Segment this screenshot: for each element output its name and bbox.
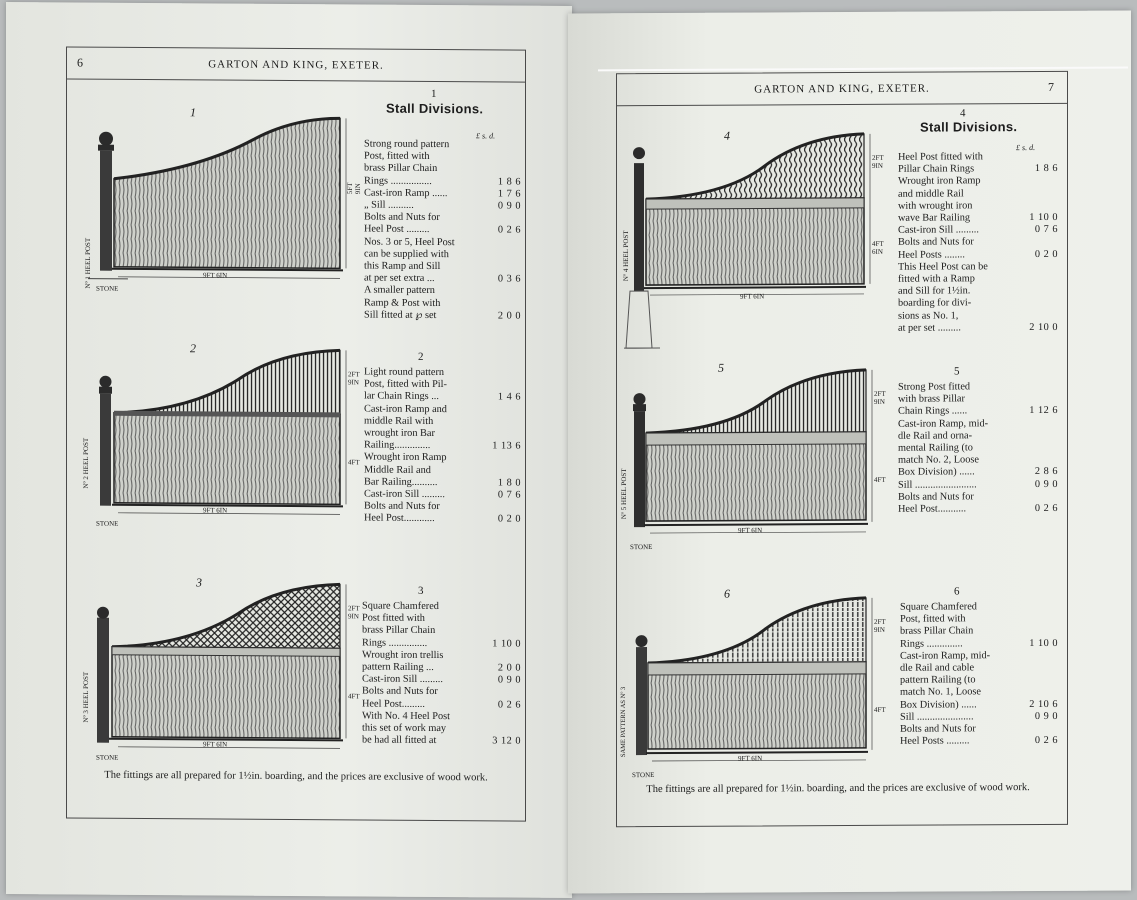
spec-row: Rings .............. 1 10 0 (900, 637, 1058, 650)
spec-row: Post, fitted with (900, 613, 966, 625)
spec-block-2 (364, 367, 521, 527)
figure-label-3: 3 (196, 575, 202, 590)
spec-row: Bolts and Nuts for (364, 500, 440, 513)
figure-label-1: 1 (190, 105, 196, 120)
left-section-number: 1 (431, 87, 437, 101)
right-section-number: 4 (960, 107, 966, 120)
right-page-footer: The fittings are all prepared for 1½in. boarding, and the prices are exclusive of wood work. (646, 782, 1030, 796)
figure-2-post-label: Nº 2 HEEL POST (82, 437, 90, 489)
spec-row: „ Sill .......... 0 9 0 (364, 199, 521, 212)
stall-figure-2 (78, 339, 360, 536)
spec-row: brass Pillar Chain (900, 625, 974, 638)
spec-row: sions as No. 1, (898, 310, 959, 322)
spec-number-3: 3 (418, 584, 424, 597)
spec-row: Wrought iron Ramp (898, 175, 981, 188)
left-page (6, 2, 572, 898)
figure-label-6: 6 (724, 586, 730, 601)
left-section-title: Stall Divisions. (386, 100, 484, 117)
spec-row: Sill ...................... 0 9 0 (900, 710, 1058, 723)
spec-row: Heel Post fitted with (898, 151, 983, 163)
stall-drawing-4 (624, 122, 884, 353)
spec-row: Bolts and Nuts for (898, 491, 974, 503)
spec-row: pattern Railing ... 2 0 0 (362, 661, 521, 674)
left-page-number: 6 (77, 55, 84, 70)
spec-row: mental Railing (to (898, 442, 973, 454)
spec-row: with brass Pillar (898, 393, 965, 405)
right-page (568, 11, 1131, 894)
spec-row: Post, fitted with Pil- (364, 378, 447, 391)
spec-row: Square Chamfered (362, 600, 439, 613)
figure-4-height-2: 4FT 6IN (872, 239, 884, 256)
spec-row: match No. 2, Loose (898, 454, 979, 466)
spec-row: Cast-iron Ramp, mid- (898, 417, 989, 430)
spec-block-1 (364, 139, 521, 323)
figure-2-height: 2FT 9IN (348, 370, 360, 387)
spec-row: Bolts and Nuts for (898, 236, 974, 249)
figure-1-width: 9FT 6IN (203, 271, 228, 280)
spec-row: brass Pillar Chain (364, 162, 438, 175)
left-page-header (67, 47, 525, 82)
figure-2-width: 9FT 6IN (203, 506, 228, 515)
spec-row: lar Chain Rings ... 1 4 6 (364, 390, 521, 404)
spec-row: Box Division) ...... 2 10 6 (900, 698, 1058, 711)
spec-row: With No. 4 Heel Post (362, 710, 450, 722)
spec-row: Rings ................ 1 8 6 (364, 175, 521, 188)
figure-3-height: 2FT 9IN (348, 604, 360, 621)
stall-drawing-1 (78, 99, 353, 301)
figure-2-height-2: 4FT (348, 458, 360, 467)
left-page-footer: The fittings are all prepared for 1½in. boarding, and the prices are exclusive of wood work. (104, 769, 488, 784)
stall-figure-3 (78, 573, 360, 770)
spec-row: Cast-iron Ramp, mid- (900, 650, 991, 662)
spec-row: Heel Post......... 0 2 6 (362, 698, 521, 711)
stall-figure-6 (620, 584, 886, 785)
spec-row: Heel Posts ........ 0 2 0 (898, 248, 1058, 261)
figure-5-width: 9FT 6IN (738, 526, 763, 535)
figure-5-height: 2FT 9IN (874, 389, 886, 406)
spec-row: can be supplied with (364, 248, 449, 260)
spec-block-6 (900, 601, 1058, 748)
spec-row: wrought iron Bar (364, 427, 435, 440)
spec-row: dle Rail and orna- (898, 430, 973, 442)
spec-row: Heel Posts ......... 0 2 6 (900, 735, 1058, 747)
figure-label-4: 4 (724, 128, 730, 143)
spec-row: Strong round pattern (364, 138, 450, 151)
left-currency-header: £ s. d. (476, 131, 496, 141)
spec-row: This Heel Post can be (898, 261, 988, 273)
spec-row: Railing.............. 1 13 6 (364, 439, 521, 452)
spec-row: Nos. 3 or 5, Heel Post (364, 236, 455, 248)
figure-6-stone: STONE (632, 771, 655, 780)
spec-number-6: 6 (954, 585, 960, 598)
figure-label-5: 5 (718, 360, 724, 375)
figure-4-post-label: Nº 4 HEEL POST (622, 230, 630, 282)
spec-row: Heel Post........... 0 2 6 (898, 502, 1058, 515)
spec-row: Bolts and Nuts for (900, 723, 976, 735)
spec-row: match No. 1, Loose (900, 686, 981, 699)
figure-5-height-2: 4FT (874, 475, 886, 484)
figure-4-height: 2FT 9IN (872, 153, 884, 170)
spec-row: Bar Railing.......... 1 8 0 (364, 476, 521, 489)
spec-row: Rings ............... 1 10 0 (362, 637, 521, 650)
spec-row: Cast-iron Sill ......... 0 9 0 (362, 673, 521, 686)
figure-label-2: 2 (190, 341, 196, 356)
spec-row: with wrought iron (898, 200, 973, 212)
spec-block-5 (898, 381, 1058, 516)
figure-6-width: 9FT 6IN (738, 754, 763, 763)
figure-2-stone: STONE (96, 519, 119, 528)
spec-row: Post, fitted with (364, 150, 430, 163)
figure-3-stone: STONE (96, 753, 119, 762)
right-section-title: Stall Divisions. (920, 119, 1018, 135)
spec-row: Strong Post fitted (898, 381, 971, 393)
spec-block-3 (362, 601, 521, 749)
spec-row: Wrought iron Ramp (364, 451, 447, 464)
spec-row: wave Bar Railing 1 10 0 (898, 211, 1058, 224)
figure-6-post-label: SAME PATTERN AS Nº 3 (620, 686, 627, 758)
figure-6-height-2: 4FT (874, 705, 886, 714)
figure-3-height-2: 4FT (348, 692, 360, 701)
figure-1-post-label: Nº 1 HEEL POST (84, 237, 92, 289)
spec-row: Cast-iron Sill ......... 0 7 6 (898, 224, 1058, 236)
spec-row: Heel Post ......... 0 2 6 (364, 223, 521, 237)
spec-row: Sill ........................ 0 9 0 (898, 478, 1058, 491)
spec-row: brass Pillar Chain (362, 624, 436, 637)
spec-row: at per set ......... 2 10 0 (898, 321, 1058, 334)
right-page-number: 7 (1048, 79, 1055, 94)
spec-row: middle Rail with (364, 415, 434, 427)
left-page-header-title: GARTON AND KING, EXETER. (208, 58, 384, 72)
spec-row: Cast-iron Ramp and (364, 403, 447, 415)
spec-row: Square Chamfered (900, 601, 977, 613)
spec-row: this set of work may (362, 722, 447, 735)
spec-row: Chain Rings ...... 1 12 6 (898, 405, 1058, 418)
spec-row: this Ramp and Sill (364, 260, 441, 273)
spec-row: A smaller pattern (364, 284, 435, 297)
spec-row: Pillar Chain Rings 1 8 6 (898, 163, 1058, 175)
spec-row: Box Division) ...... 2 8 6 (898, 466, 1058, 479)
spec-row: pattern Railing (to (900, 674, 976, 686)
stall-figure-1 (78, 99, 362, 301)
spec-row: Cast-iron Sill ......... 0 7 6 (364, 488, 521, 501)
spec-row: Heel Post............ 0 2 0 (364, 512, 521, 526)
figure-3-post-label: Nº 3 HEEL POST (82, 671, 90, 723)
right-currency-header: £ s. d. (1016, 143, 1036, 153)
spec-block-4 (898, 151, 1058, 335)
figure-3-width: 9FT 6IN (203, 740, 228, 749)
figure-1-height: 5FT 9IN (345, 182, 362, 195)
spec-row: at per set extra ... 0 3 6 (364, 272, 521, 285)
spec-row: fitted with a Ramp (898, 273, 975, 285)
right-page-header (617, 72, 1067, 106)
spec-number-2: 2 (418, 350, 424, 363)
figure-6-height: 2FT 9IN (874, 617, 886, 634)
stall-figure-5 (620, 358, 886, 559)
spec-row: be had all fitted at 3 12 0 (362, 734, 521, 747)
spec-row: Bolts and Nuts for (364, 211, 440, 224)
spec-row: and Sill for 1½in. (898, 285, 971, 297)
figure-5-post-label: Nº 5 HEEL POST (620, 468, 628, 520)
stall-figure-4 (624, 122, 884, 353)
spec-row: Ramp & Post with (364, 297, 441, 309)
right-page-header-title: GARTON AND KING, EXETER. (754, 82, 930, 96)
spec-row: dle Rail and cable (900, 662, 975, 674)
spec-row: Wrought iron trellis (362, 649, 444, 661)
figure-5-stone: STONE (630, 543, 653, 552)
spec-row: Bolts and Nuts for (362, 685, 438, 698)
spec-row: Middle Rail and (364, 464, 431, 476)
spec-row: Post fitted with (362, 612, 425, 625)
figure-4-width: 9FT 6IN (740, 292, 765, 301)
spec-number-5: 5 (954, 365, 960, 378)
spec-row: Sill fitted at ℘ set 2 0 0 (364, 309, 521, 322)
spec-row: Cast-iron Ramp ...... 1 7 6 (364, 187, 521, 200)
spec-row: and middle Rail (898, 188, 964, 200)
spec-row: Light round pattern (364, 366, 445, 379)
figure-1-stone: STONE (96, 284, 119, 293)
spec-row: boarding for divi- (898, 297, 972, 310)
